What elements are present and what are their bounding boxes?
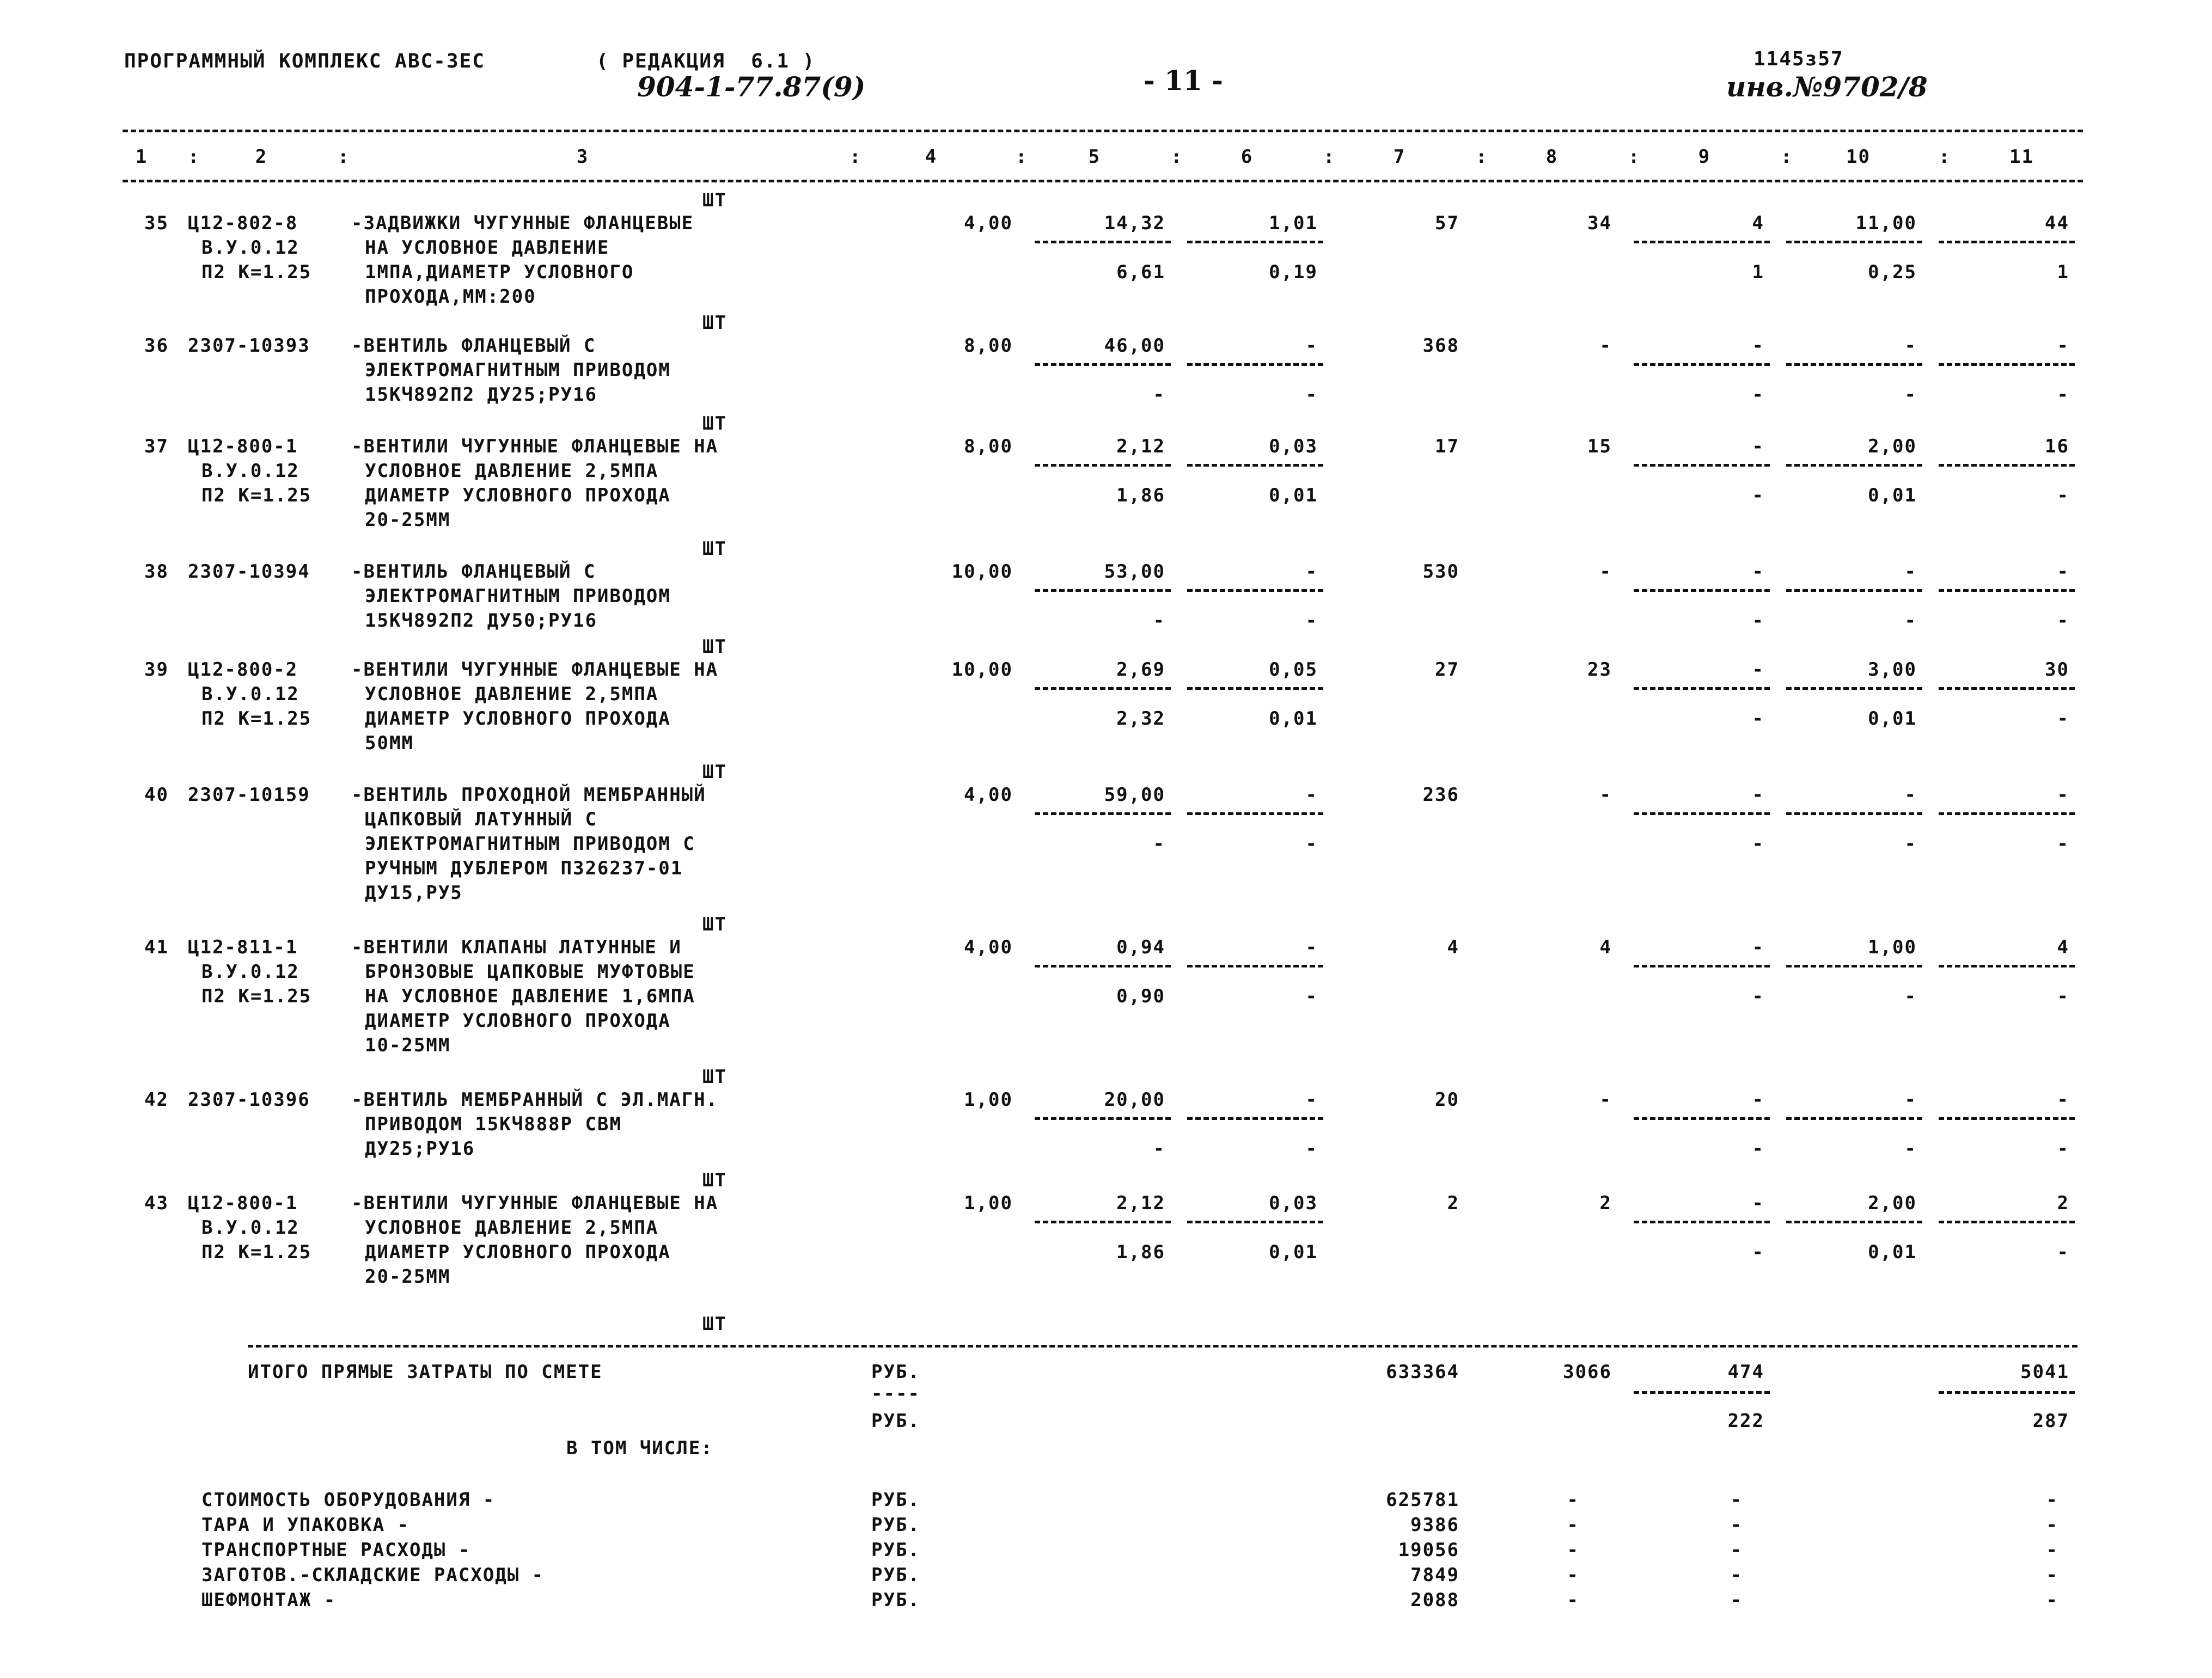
cell-c5-rule <box>1035 241 1171 243</box>
column-header-10: 10 <box>1846 146 1871 168</box>
row-description: ЦАПКОВЫЙ ЛАТУННЫЙ С <box>365 809 597 830</box>
cell-c11-sub: - <box>2057 985 2069 1007</box>
cell-c6-rule <box>1187 965 1323 967</box>
breakdown-col7: 7849 <box>1410 1564 1459 1586</box>
cell-c6: 0,05 <box>1269 659 1318 681</box>
cell-c10-sub: 0,01 <box>1868 485 1917 506</box>
row-code: В.У.0.12 <box>201 961 300 983</box>
row-number: 39 <box>144 659 169 681</box>
column-header-1: 1 <box>135 146 148 168</box>
cell-c11: - <box>2057 335 2069 357</box>
cell-c5: 46,00 <box>1104 335 1165 357</box>
totals-col11-rule <box>1939 1391 2075 1394</box>
cell-c5-sub: 0,90 <box>1116 985 1165 1007</box>
cell-c5: 20,00 <box>1104 1089 1165 1111</box>
totals-col8: 3066 <box>1563 1361 1612 1383</box>
cell-c8: 34 <box>1587 212 1612 234</box>
totals-col9-rule <box>1634 1391 1770 1394</box>
cell-c9-sub: - <box>1752 1241 1764 1263</box>
row-description: 1МПА,ДИАМЕТР УСЛОВНОГО <box>365 261 634 283</box>
cell-c9-sub: - <box>1752 610 1764 632</box>
cell-c7: 368 <box>1422 335 1459 357</box>
row-description: -ВЕНТИЛЬ ФЛАНЦЕВЫЙ С <box>351 561 596 583</box>
totals-col7: 633364 <box>1386 1361 1459 1383</box>
cell-c7: 236 <box>1422 784 1459 806</box>
breakdown-col8: - <box>1567 1564 1579 1586</box>
row-code: В.У.0.12 <box>201 683 300 705</box>
header-rule-bottom <box>123 180 2083 182</box>
cell-c6-sub: - <box>1305 384 1318 406</box>
cell-c8: - <box>1599 784 1612 806</box>
row-description: ДИАМЕТР УСЛОВНОГО ПРОХОДА <box>365 1010 671 1032</box>
row-unit: ШТ <box>702 1169 727 1191</box>
totals-unit-2: РУБ. <box>871 1410 920 1432</box>
cell-c11: 30 <box>2045 659 2069 681</box>
cell-c10-sub: 0,01 <box>1868 1241 1917 1263</box>
cell-c11: 44 <box>2045 212 2069 234</box>
cell-c7: 2 <box>1447 1192 1459 1214</box>
cell-c10-sub: - <box>1904 610 1917 632</box>
cell-c6: 1,01 <box>1269 212 1318 234</box>
row-number: 37 <box>144 436 169 457</box>
cell-c11-sub: - <box>2057 610 2069 632</box>
breakdown-label: ТРАНСПОРТНЫЕ РАСХОДЫ - <box>201 1539 471 1561</box>
row-description: -ВЕНТИЛЬ ФЛАНЦЕВЫЙ С <box>351 335 596 357</box>
row-number: 41 <box>144 936 169 958</box>
cell-c9-rule <box>1634 812 1770 815</box>
row-description: ПРИВОДОМ 15КЧ888Р СВМ <box>365 1113 622 1135</box>
cell-c5-sub: - <box>1153 833 1165 855</box>
cell-c11-sub: - <box>2057 1241 2069 1263</box>
row-code: П2 К=1.25 <box>201 708 312 730</box>
totals-col9-b: 222 <box>1727 1410 1764 1432</box>
cell-c5-rule <box>1035 965 1171 967</box>
cell-c5-sub: 2,32 <box>1116 708 1165 730</box>
cell-c9: - <box>1752 936 1764 958</box>
totals-unit: РУБ. <box>871 1361 920 1383</box>
row-unit: ШТ <box>702 189 727 211</box>
column-header-5: 5 <box>1088 146 1101 168</box>
cell-c6-sub: 0,19 <box>1269 261 1318 283</box>
row-description: УСЛОВНОЕ ДАВЛЕНИЕ 2,5МПА <box>365 460 659 482</box>
row-description: ЭЛЕКТРОМАГНИТНЫМ ПРИВОДОМ <box>365 585 671 607</box>
cell-c11-rule <box>1939 589 2075 592</box>
cell-c9-rule <box>1634 687 1770 690</box>
cell-c5: 2,12 <box>1116 1192 1165 1214</box>
row-description: -ЗАДВИЖКИ ЧУГУННЫЕ ФЛАНЦЕВЫЕ <box>351 212 694 234</box>
cell-c11-rule <box>1939 241 2075 243</box>
cell-c10-sub: 0,01 <box>1868 708 1917 730</box>
cell-c8: 2 <box>1599 1192 1612 1214</box>
breakdown-col11: - <box>2046 1539 2058 1561</box>
cell-c11: - <box>2057 1089 2069 1111</box>
cell-c6: - <box>1305 1089 1318 1111</box>
breakdown-label: ЗАГОТОВ.-СКЛАДСКИЕ РАСХОДЫ - <box>201 1564 545 1586</box>
cell-c6-sub: 0,01 <box>1269 1241 1318 1263</box>
cell-c11: - <box>2057 561 2069 583</box>
row-description: БРОНЗОВЫЕ ЦАПКОВЫЕ МУФТОВЫЕ <box>365 961 695 983</box>
cell-c10-sub: 0,25 <box>1868 261 1917 283</box>
cell-c9: - <box>1752 659 1764 681</box>
row-code: Ц12-800-2 <box>188 659 298 681</box>
cell-c11-rule <box>1939 363 2075 366</box>
cell-c5: 59,00 <box>1104 784 1165 806</box>
row-description: 20-25ММ <box>365 1266 451 1288</box>
row-unit: ШТ <box>702 761 727 783</box>
breakdown-col7: 9386 <box>1410 1514 1459 1536</box>
cell-c7: 27 <box>1435 659 1459 681</box>
row-description: 10-25ММ <box>365 1034 451 1056</box>
cell-c8: 15 <box>1587 436 1612 457</box>
cell-c10: 1,00 <box>1868 936 1917 958</box>
cell-c9-rule <box>1634 1117 1770 1120</box>
cell-c6: - <box>1305 561 1318 583</box>
cell-c11-sub: - <box>2057 384 2069 406</box>
breakdown-col9: - <box>1730 1489 1743 1511</box>
cell-c11: - <box>2057 784 2069 806</box>
edition-label: ( РЕДАКЦИЯ 6.1 ) <box>596 50 816 72</box>
row-description: 15КЧ892П2 ДУ25;РУ16 <box>365 384 597 406</box>
cell-c11-rule <box>1939 464 2075 467</box>
cell-c6-rule <box>1187 1221 1323 1223</box>
cell-c5: 2,69 <box>1116 659 1165 681</box>
cell-c10-rule <box>1786 1117 1922 1120</box>
breakdown-unit: РУБ. <box>871 1589 920 1611</box>
header-rule-top <box>123 130 2083 132</box>
row-description: ЭЛЕКТРОМАГНИТНЫМ ПРИВОДОМ <box>365 359 671 381</box>
cell-c9-sub: 1 <box>1752 261 1764 283</box>
cell-c10: 2,00 <box>1868 436 1917 457</box>
cell-c4: 10,00 <box>951 659 1013 681</box>
cell-c6-sub: - <box>1305 1138 1318 1160</box>
cell-c7: 4 <box>1447 936 1459 958</box>
cell-c9-rule <box>1634 464 1770 467</box>
cell-c6-sub: - <box>1305 610 1318 632</box>
column-header-2: 2 <box>255 146 268 168</box>
row-code: П2 К=1.25 <box>201 261 312 283</box>
row-description: -ВЕНТИЛЬ МЕМБРАННЫЙ С ЭЛ.МАГН. <box>351 1089 719 1111</box>
cell-c5-rule <box>1035 1117 1171 1120</box>
cell-c7: 17 <box>1435 436 1459 457</box>
cell-c6-rule <box>1187 241 1323 243</box>
column-header-11: 11 <box>2009 146 2034 168</box>
row-description: ДУ15,РУ5 <box>365 882 463 904</box>
cell-c5-sub: - <box>1153 1138 1165 1160</box>
row-number: 35 <box>144 212 169 234</box>
cell-c9: - <box>1752 335 1764 357</box>
cell-c9: - <box>1752 436 1764 457</box>
row-description: -ВЕНТИЛИ КЛАПАНЫ ЛАТУННЫЕ И <box>351 936 682 958</box>
cell-c10: 2,00 <box>1868 1192 1917 1214</box>
cell-c11-rule <box>1939 965 2075 967</box>
row-description: -ВЕНТИЛЬ ПРОХОДНОЙ МЕМБРАННЫЙ <box>351 784 706 806</box>
row-code: 2307-10394 <box>188 561 310 583</box>
cell-c5-sub: 1,86 <box>1116 485 1165 506</box>
page-number: - 11 - <box>1144 64 1223 96</box>
row-description: ДИАМЕТР УСЛОВНОГО ПРОХОДА <box>365 1241 671 1263</box>
doc-number: 1145з57 <box>1753 48 1844 70</box>
row-unit: ШТ <box>702 538 727 560</box>
cell-c9-rule <box>1634 965 1770 967</box>
cell-c10-rule <box>1786 241 1922 243</box>
row-number: 38 <box>144 561 169 583</box>
cell-c10-sub: - <box>1904 1138 1917 1160</box>
row-number: 40 <box>144 784 169 806</box>
cell-c4: 8,00 <box>964 436 1013 457</box>
cell-c9: - <box>1752 1192 1764 1214</box>
row-description: ЭЛЕКТРОМАГНИТНЫМ ПРИВОДОМ С <box>365 833 695 855</box>
row-code: В.У.0.12 <box>201 237 300 259</box>
breakdown-col7: 19056 <box>1398 1539 1459 1561</box>
cell-c9-sub: - <box>1752 485 1764 506</box>
cell-c9-rule <box>1634 589 1770 592</box>
row-code: Ц12-802-8 <box>188 212 298 234</box>
row-description: НА УСЛОВНОЕ ДАВЛЕНИЕ 1,6МПА <box>365 985 695 1007</box>
breakdown-col11: - <box>2046 1564 2058 1586</box>
row-unit: ШТ <box>702 312 727 334</box>
cell-c9-rule <box>1634 241 1770 243</box>
row-number: 36 <box>144 335 169 357</box>
cell-c5: 53,00 <box>1104 561 1165 583</box>
cell-c6-sub: 0,01 <box>1269 485 1318 506</box>
row-code: Ц12-800-1 <box>188 436 298 457</box>
cell-c4: 4,00 <box>964 784 1013 806</box>
cell-c6: - <box>1305 784 1318 806</box>
cell-c5: 0,94 <box>1116 936 1165 958</box>
cell-c11: 4 <box>2057 936 2069 958</box>
row-code: 2307-10393 <box>188 335 310 357</box>
row-description: 15КЧ892П2 ДУ50;РУ16 <box>365 610 597 632</box>
row-description: РУЧНЫМ ДУБЛЕРОМ П326237-01 <box>365 858 683 879</box>
row-description: УСЛОВНОЕ ДАВЛЕНИЕ 2,5МПА <box>365 1217 659 1239</box>
row-code: Ц12-800-1 <box>188 1192 298 1214</box>
cell-c9-rule <box>1634 363 1770 366</box>
cell-c4: 10,00 <box>951 561 1013 583</box>
row-description: -ВЕНТИЛИ ЧУГУННЫЕ ФЛАНЦЕВЫЕ НА <box>351 1192 719 1214</box>
cell-c11: 2 <box>2057 1192 2069 1214</box>
row-description: -ВЕНТИЛИ ЧУГУННЫЕ ФЛАНЦЕВЫЕ НА <box>351 436 719 457</box>
cell-c6-rule <box>1187 812 1323 815</box>
cell-c6-sub: - <box>1305 833 1318 855</box>
row-number: 42 <box>144 1089 169 1111</box>
row-description: -ВЕНТИЛИ ЧУГУННЫЕ ФЛАНЦЕВЫЕ НА <box>351 659 719 681</box>
breakdown-col11: - <box>2046 1589 2058 1611</box>
cell-c10: - <box>1904 784 1917 806</box>
column-header-8: 8 <box>1545 146 1559 168</box>
breakdown-label: СТОИМОСТЬ ОБОРУДОВАНИЯ - <box>201 1489 496 1511</box>
cell-c4: 4,00 <box>964 936 1013 958</box>
row-code: В.У.0.12 <box>201 460 300 482</box>
row-code: 2307-10396 <box>188 1089 310 1111</box>
breakdown-unit: РУБ. <box>871 1564 920 1586</box>
cell-c9-sub: - <box>1752 1138 1764 1160</box>
cell-c4: 1,00 <box>964 1192 1013 1214</box>
cell-c6-rule <box>1187 589 1323 592</box>
cell-c10-rule <box>1786 363 1922 366</box>
cell-c6-rule <box>1187 687 1323 690</box>
cell-c5-rule <box>1035 464 1171 467</box>
cell-c7: 57 <box>1435 212 1459 234</box>
cell-c10-rule <box>1786 589 1922 592</box>
column-header-3: 3 <box>576 146 589 168</box>
cell-c11: 16 <box>2045 436 2069 457</box>
cell-c11-sub: - <box>2057 833 2069 855</box>
cell-c10-rule <box>1786 812 1922 815</box>
row-description: ПРОХОДА,ММ:200 <box>365 286 536 308</box>
project-code: 904-1-77.87(9) <box>637 71 866 103</box>
row-description: ДИАМЕТР УСЛОВНОГО ПРОХОДА <box>365 485 671 506</box>
breakdown-col8: - <box>1567 1514 1579 1536</box>
cell-c8: 4 <box>1599 936 1612 958</box>
cell-c6: - <box>1305 936 1318 958</box>
row-description: 20-25ММ <box>365 509 451 531</box>
cell-c10-rule <box>1786 687 1922 690</box>
including-label: В ТОМ ЧИСЛЕ: <box>566 1437 713 1459</box>
inv-number: инв.№9702/8 <box>1726 71 1928 103</box>
breakdown-col7: 2088 <box>1410 1589 1459 1611</box>
cell-c9-sub: - <box>1752 833 1764 855</box>
breakdown-unit: РУБ. <box>871 1489 920 1511</box>
cell-c5-rule <box>1035 812 1171 815</box>
row-unit: ШТ <box>702 636 727 658</box>
row-description: УСЛОВНОЕ ДАВЛЕНИЕ 2,5МПА <box>365 683 659 705</box>
breakdown-col8: - <box>1567 1589 1579 1611</box>
breakdown-col9: - <box>1730 1514 1743 1536</box>
column-header-4: 4 <box>925 146 938 168</box>
cell-c11-sub: 1 <box>2057 261 2069 283</box>
cell-c7: 20 <box>1435 1089 1459 1111</box>
cell-c7: 530 <box>1422 561 1459 583</box>
column-header-9: 9 <box>1698 146 1711 168</box>
cell-c9-sub: - <box>1752 985 1764 1007</box>
breakdown-col11: - <box>2046 1514 2058 1536</box>
cell-c10: 3,00 <box>1868 659 1917 681</box>
cell-c10-sub: - <box>1904 833 1917 855</box>
cell-c5-sub: 1,86 <box>1116 1241 1165 1263</box>
cell-c10-rule <box>1786 1221 1922 1223</box>
cell-c11-rule <box>1939 1221 2075 1223</box>
row-code: Ц12-811-1 <box>188 936 298 958</box>
cell-c8: - <box>1599 335 1612 357</box>
breakdown-col9: - <box>1730 1564 1743 1586</box>
cell-c5: 2,12 <box>1116 436 1165 457</box>
cell-c5-rule <box>1035 363 1171 366</box>
row-unit: ШТ <box>702 914 727 935</box>
cell-c9-rule <box>1634 1221 1770 1223</box>
row-code: П2 К=1.25 <box>201 485 312 506</box>
cell-c10: - <box>1904 335 1917 357</box>
breakdown-col9: - <box>1730 1539 1743 1561</box>
totals-col9: 474 <box>1727 1361 1764 1383</box>
row-description: ДИАМЕТР УСЛОВНОГО ПРОХОДА <box>365 708 671 730</box>
breakdown-unit: РУБ. <box>871 1539 920 1561</box>
cell-c10: 11,00 <box>1855 212 1917 234</box>
cell-c5-rule <box>1035 589 1171 592</box>
row-description: ДУ25;РУ16 <box>365 1138 475 1160</box>
row-code: 2307-10159 <box>188 784 310 806</box>
program-title: ПРОГРАММНЫЙ КОМПЛЕКС АВС-3ЕС <box>124 50 485 72</box>
cell-c10-rule <box>1786 464 1922 467</box>
cell-c9: - <box>1752 784 1764 806</box>
cell-c8: - <box>1599 561 1612 583</box>
totals-col11-b: 287 <box>2032 1410 2069 1432</box>
breakdown-col9: - <box>1730 1589 1743 1611</box>
row-number: 43 <box>144 1192 169 1214</box>
cell-c6: 0,03 <box>1269 436 1318 457</box>
cell-c6: 0,03 <box>1269 1192 1318 1214</box>
cell-c5-rule <box>1035 687 1171 690</box>
cell-c4: 4,00 <box>964 212 1013 234</box>
cell-c6-rule <box>1187 363 1323 366</box>
cell-c8: - <box>1599 1089 1612 1111</box>
cell-c11-sub: - <box>2057 485 2069 506</box>
cell-c11-rule <box>1939 812 2075 815</box>
cell-c8: 23 <box>1587 659 1612 681</box>
breakdown-unit: РУБ. <box>871 1514 920 1536</box>
cell-c6: - <box>1305 335 1318 357</box>
row-description: НА УСЛОВНОЕ ДАВЛЕНИЕ <box>365 237 610 259</box>
cell-c6-rule <box>1187 464 1323 467</box>
breakdown-col7: 625781 <box>1386 1489 1459 1511</box>
cell-c5-sub: - <box>1153 610 1165 632</box>
breakdown-col8: - <box>1567 1539 1579 1561</box>
cell-c9: 4 <box>1752 212 1764 234</box>
cell-c9: - <box>1752 1089 1764 1111</box>
row-code: П2 К=1.25 <box>201 985 312 1007</box>
totals-col11: 5041 <box>2020 1361 2069 1383</box>
breakdown-col8: - <box>1567 1489 1579 1511</box>
cell-c6-rule <box>1187 1117 1323 1120</box>
cell-c5: 14,32 <box>1104 212 1165 234</box>
row-code: П2 К=1.25 <box>201 1241 312 1263</box>
column-header-7: 7 <box>1393 146 1406 168</box>
breakdown-col11: - <box>2046 1489 2058 1511</box>
row-code: В.У.0.12 <box>201 1217 300 1239</box>
row-unit: ШТ <box>702 413 727 434</box>
totals-label: ИТОГО ПРЯМЫЕ ЗАТРАТЫ ПО СМЕТЕ <box>248 1361 603 1383</box>
cell-c10: - <box>1904 1089 1917 1111</box>
column-header-6: 6 <box>1241 146 1254 168</box>
trailing-unit: ШТ <box>702 1313 727 1335</box>
cell-c11-rule <box>1939 687 2075 690</box>
cell-c9: - <box>1752 561 1764 583</box>
cell-c5-rule <box>1035 1221 1171 1223</box>
row-unit: ШТ <box>702 1066 727 1088</box>
cell-c10-sub: - <box>1904 384 1917 406</box>
totals-unit-sep: ---- <box>871 1383 920 1405</box>
cell-c9-sub: - <box>1752 708 1764 730</box>
breakdown-label: ШЕФМОНТАЖ - <box>201 1589 337 1611</box>
cell-c9-sub: - <box>1752 384 1764 406</box>
cell-c4: 8,00 <box>964 335 1013 357</box>
breakdown-label: ТАРА И УПАКОВКА - <box>201 1514 410 1536</box>
cell-c6-sub: - <box>1305 985 1318 1007</box>
cell-c11-rule <box>1939 1117 2075 1120</box>
cell-c5-sub: 6,61 <box>1116 261 1165 283</box>
row-description: 50ММ <box>365 732 414 754</box>
cell-c6-sub: 0,01 <box>1269 708 1318 730</box>
cell-c10-rule <box>1786 965 1922 967</box>
totals-rule <box>248 1345 2077 1348</box>
cell-c10: - <box>1904 561 1917 583</box>
cell-c11-sub: - <box>2057 708 2069 730</box>
cell-c11-sub: - <box>2057 1138 2069 1160</box>
cell-c4: 1,00 <box>964 1089 1013 1111</box>
cell-c5-sub: - <box>1153 384 1165 406</box>
cell-c10-sub: - <box>1904 985 1917 1007</box>
